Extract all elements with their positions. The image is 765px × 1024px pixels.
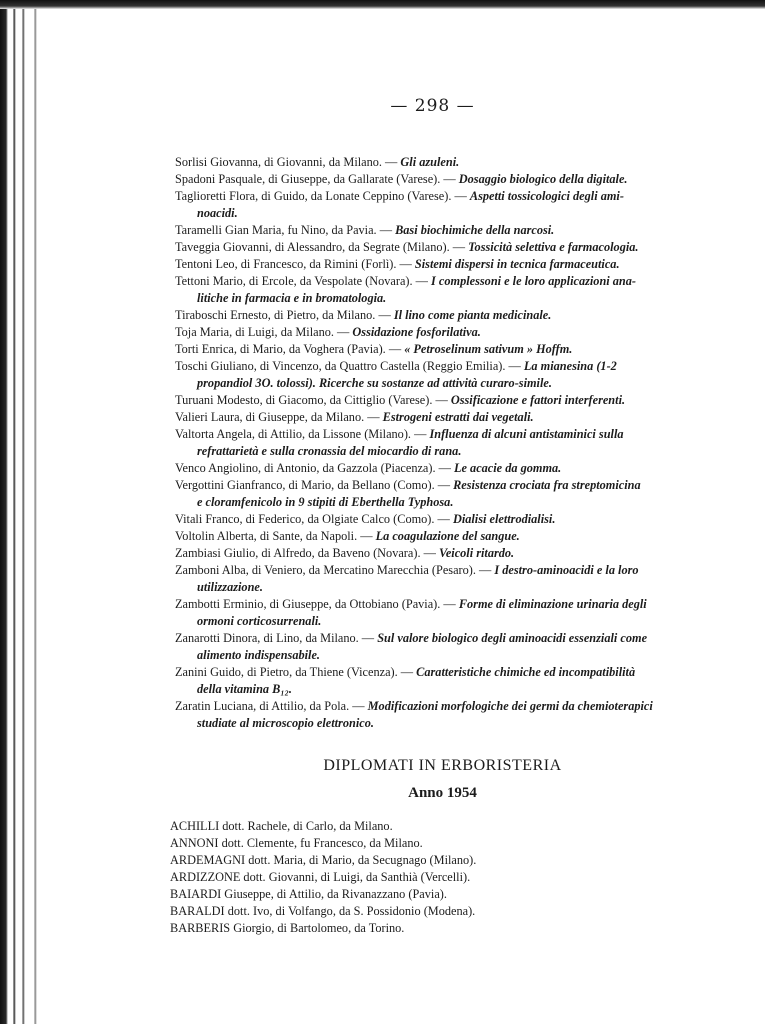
entry-line [175,222,720,239]
graduate-name: Tettoni Mario, di Ercole, da Vespolate (Novara). — [175,274,432,288]
diploma-entry: ARDEMAGNI dott. Maria, di Mario, da Secugnago (Milano). [170,853,477,867]
graduate-name: Valtorta Angela, di Attilio, da Lissone (Milano). — [175,427,430,441]
entry-line [175,154,720,171]
thesis-entry [175,545,720,562]
thesis-title: studiate al microscopio elettronico. [197,716,374,730]
herbalism-diplomas-list [170,818,690,937]
thesis-entry [175,256,720,273]
thesis-title: Basi biochimiche della narcosi. [395,223,555,237]
entry-continuation-line [175,647,720,664]
graduate-name: Zaratin Luciana, di Attilio, da Pola. — [175,699,368,713]
graduate-name: Tiraboschi Ernesto, di Pietro, da Milano. — [175,308,394,322]
graduate-name: Turuani Modesto, di Giacomo, da Cittiglio (Varese). — [175,393,451,407]
graduate-name: Torti Enrica, di Mario, da Voghera (Pavia). — [175,342,405,356]
thesis-title: I complessoni e le loro applicazioni ana- [431,274,636,288]
thesis-title: ormoni corticosurrenali. [197,614,322,628]
thesis-entry [175,154,720,171]
thesis-title: La mianesina (1-2 [523,359,617,373]
entry-line [175,545,720,562]
thesis-title: Il lino come pianta medicinale. [393,308,552,322]
diploma-entry: BARALDI dott. Ivo, di Volfango, da S. Possidonio (Modena). [170,904,476,918]
thesis-title: Sistemi dispersi in tecnica farmaceutica. [414,257,620,271]
thesis-entry [175,358,720,392]
entry-continuation-line [175,579,720,596]
thesis-title: Forme di eliminazione urinaria degli [458,597,647,611]
graduate-name: Zambiasi Giulio, di Alfredo, da Baveno (Novara). — [175,546,439,560]
thesis-entry [175,511,720,528]
graduate-name: Zambotti Erminio, di Giuseppe, da Ottobiano (Pavia). — [175,597,459,611]
thesis-entry [175,528,720,545]
entry-continuation-line [175,613,720,630]
entry-line [175,171,720,188]
graduate-name: Zanarotti Dinora, di Lino, da Milano. — [175,631,378,645]
entry-continuation-line [175,681,720,698]
year-heading: Anno 1954 [408,785,477,801]
thesis-title: Aspetti tossicologici degli ami- [469,189,624,203]
diploma-entry: ACHILLI dott. Rachele, di Carlo, da Milano. [170,819,393,833]
entry-line [175,477,720,494]
graduate-name: Taveggia Giovanni, di Alessandro, da Segrate (Milano). — [175,240,469,254]
entry-continuation-line [175,205,720,222]
thesis-entry [175,392,720,409]
page-number: — 298 — [390,96,475,116]
entry-line [175,460,720,477]
thesis-entry [175,222,720,239]
entry-line [175,188,720,205]
entry-line [175,562,720,579]
graduate-name: Vergottini Gianfranco, di Mario, da Bellano (Como). — [175,478,454,492]
thesis-entry [175,664,720,698]
section-heading: DIPLOMATI IN ERBORISTERIA [323,757,562,774]
graduate-name: Tentoni Leo, di Francesco, da Rimini (Forlì). — [175,257,415,271]
thesis-title: Ossidazione fosforilativa. [352,325,481,339]
thesis-entry [175,239,720,256]
thesis-entry [175,324,720,341]
entry-line [175,307,720,324]
thesis-entry [175,409,720,426]
thesis-title: noacidi. [197,206,238,220]
entry-line [175,511,720,528]
thesis-title: Tossicità selettiva e farmacologia. [468,240,639,254]
entry-line [175,630,720,647]
thesis-title: litiche in farmacia e in bromatologia. [197,291,387,305]
entry-continuation-line [175,443,720,460]
entry-line [175,698,720,715]
thesis-title: Gli azuleni. [400,155,460,169]
thesis-title: Modificazioni morfologiche dei germi da chemioterapici [367,699,653,713]
thesis-title: Sul valore biologico degli aminoacidi essenziali come [377,631,648,645]
entry-line [175,528,720,545]
thesis-title: Dosaggio biologico della digitale. [458,172,628,186]
thesis-entry [175,171,720,188]
scan-binding-edge [0,0,40,1024]
thesis-title: e cloramfenicolo in 9 stipiti di Eberthella Typhosa. [197,495,454,509]
entry-continuation-line [175,715,720,732]
thesis-entry [175,307,720,324]
diploma-entry: ANNONI dott. Clemente, fu Francesco, da Milano. [170,836,423,850]
entry-line [175,664,720,681]
scan-top-edge [0,0,765,9]
entry-continuation-line [175,375,720,392]
graduate-name: Vitali Franco, di Federico, da Olgiate Calco (Como). — [175,512,453,526]
graduate-name: Toschi Giuliano, di Vincenzo, da Quattro Castella (Reggio Emilia). — [175,359,524,373]
thesis-entry [175,341,720,358]
graduate-name: Sorlisi Giovanna, di Giovanni, da Milano. — [175,155,401,169]
thesis-entry [175,698,720,732]
entry-line [175,409,720,426]
graduate-name: Zamboni Alba, di Veniero, da Mercatino Marecchia (Pesaro). — [175,563,495,577]
graduate-name: Zanini Guido, di Pietro, da Thiene (Vicenza). — [175,665,417,679]
thesis-entry [175,630,720,664]
thesis-title: Estrogeni estratti dai vegetali. [382,410,534,424]
thesis-title: Resistenza crociata fra streptomicina [453,478,641,492]
graduate-name: Valieri Laura, di Giuseppe, da Milano. — [175,410,383,424]
entry-line [175,358,720,375]
entry-line [175,273,720,290]
entry-line [175,341,720,358]
thesis-title: « Petroselinum sativum » Hoffm. [404,342,573,356]
graduate-name: Taglioretti Flora, di Guido, da Lonate Ceppino (Varese). — [175,189,470,203]
thesis-entry [175,562,720,596]
thesis-title: alimento indispensabile. [197,648,320,662]
thesis-title: Veicoli ritardo. [438,546,515,560]
thesis-entry [175,426,720,460]
graduate-name: Spadoni Pasquale, di Giuseppe, da Gallarate (Varese). — [175,172,459,186]
entry-line [175,426,720,443]
entry-continuation-line [175,290,720,307]
thesis-title: La coagulazione del sangue. [375,529,520,543]
thesis-title: propandiol 3O. tolossi). Ricerche su sostanze ad attività curaro-simile. [197,376,552,390]
thesis-title: refrattarietà e sulla cronassia del miocardio di rana. [197,444,462,458]
graduate-name: Voltolin Alberta, di Sante, da Napoli. — [175,529,376,543]
graduate-name: Venco Angiolino, di Antonio, da Gazzola (Piacenza). — [175,461,454,475]
thesis-title: Ossificazione e fattori interferenti. [450,393,626,407]
thesis-title: Dialisi elettrodialisi. [452,512,556,526]
thesis-title: Influenza di alcuni antistaminici sulla [429,427,624,441]
thesis-title: della vitamina B₁₂. [197,682,292,696]
graduates-list [175,154,720,732]
graduate-name: Taramelli Gian Maria, fu Nino, da Pavia. — [175,223,396,237]
thesis-entry [175,477,720,511]
thesis-title: Le acacie da gomma. [454,461,562,475]
thesis-title: utilizzazione. [197,580,263,594]
entry-line [175,324,720,341]
entry-continuation-line [175,494,720,511]
entry-line [175,256,720,273]
diploma-entry: BAIARDI Giuseppe, di Attilio, da Rivanazzano (Pavia). [170,887,447,901]
thesis-entry [175,460,720,477]
thesis-entry [175,273,720,307]
thesis-title: I destro-aminoacidi e la loro [494,563,639,577]
diploma-entry: BARBERIS Giorgio, di Bartolomeo, da Torino. [170,921,405,935]
thesis-entry [175,596,720,630]
entry-line [175,239,720,256]
entry-line [175,392,720,409]
diploma-entry: ARDIZZONE dott. Giovanni, di Luigi, da Santhià (Vercelli). [170,870,471,884]
entry-line [175,596,720,613]
graduate-name: Toja Maria, di Luigi, da Milano. — [175,325,353,339]
thesis-title: Caratteristiche chimiche ed incompatibilità [416,665,636,679]
thesis-entry [175,188,720,222]
